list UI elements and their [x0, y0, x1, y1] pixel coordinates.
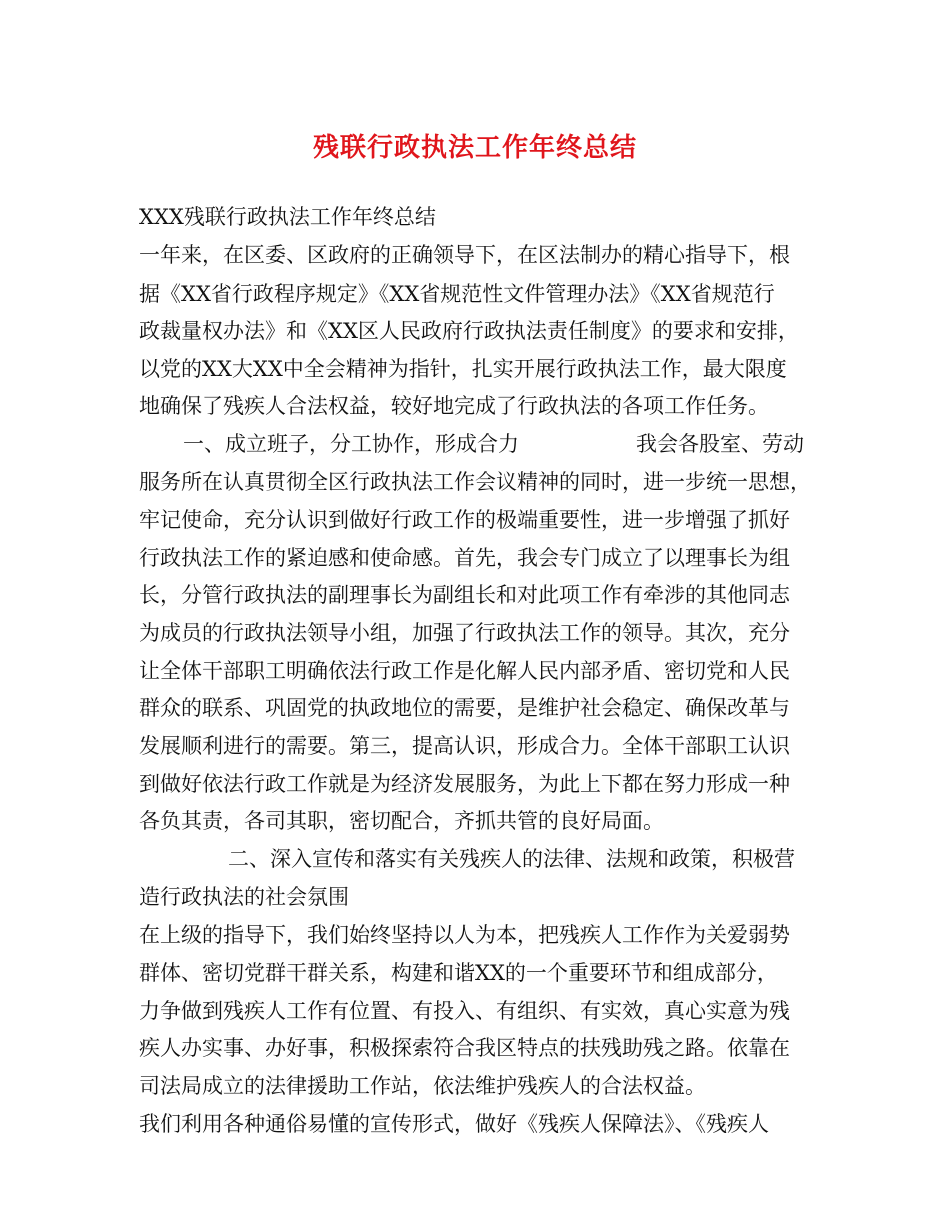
body-line: 群众的联系、巩固党的执政地位的需要，是维护社会稳定、确保改革与: [139, 696, 790, 720]
body-line: 以党的XX大XX中全会精神为指针，扎实开展行政执法工作，最大限度: [139, 357, 787, 381]
subtitle-line: XXX残联行政执法工作年终总结: [139, 205, 436, 229]
body-line: 服务所在认真贯彻全区行政执法工作会议精神的同时，进一步统一思想，: [139, 470, 811, 494]
body-line: 发展顺利进行的需要。第三，提高认识，形成合力。全体干部职工认识: [139, 734, 790, 758]
body-line: 牢记使命，充分认识到做好行政工作的极端重要性，进一步增强了抓好: [139, 508, 790, 532]
body-line: 群体、密切党群干群关系，构建和谐XX的一个重要环节和组成部分，: [139, 961, 778, 985]
body-line: 行政执法工作的紧迫感和使命感。首先，我会专门成立了以理事长为组: [139, 546, 790, 570]
body-line: 司法局成立的法律援助工作站，依法维护残疾人的合法权益。: [139, 1074, 706, 1098]
body-line: 长，分管行政执法的副理事长为副组长和对此项工作有牵涉的其他同志: [139, 583, 790, 607]
body-line: 力争做到残疾人工作有位置、有投入、有组织、有实效，真心实意为残: [139, 999, 790, 1023]
body-line: 在上级的指导下，我们始终坚持以人为本，把残疾人工作作为关爱弱势: [139, 923, 790, 947]
body-line: 各负其责，各司其职，密切配合，齐抓共管的良好局面。: [139, 809, 664, 833]
body-line: 我们利用各种通俗易懂的宣传形式，做好《残疾人保障法》、《残疾人: [139, 1112, 769, 1136]
body-line: 到做好依法行政工作就是为经济发展服务，为此上下都在努力形成一种: [139, 772, 790, 796]
body-line: 政裁量权办法》和《XX区人民政府行政执法责任制度》的要求和安排，: [139, 319, 799, 343]
body-line: 我会各股室、劳动: [636, 432, 804, 456]
body-line: 据《XX省行政程序规定》《XX省规范性文件管理办法》《XX省规范行: [139, 282, 775, 306]
document-title: 残联行政执法工作年终总结: [312, 133, 637, 163]
section-heading-1: 一、成立班子，分工协作，形成合力: [183, 432, 519, 456]
body-line: 一年来，在区委、区政府的正确领导下，在区法制办的精心指导下，根: [139, 243, 790, 267]
section-heading-2: 二、深入宣传和落实有关残疾人的法律、法规和政策，积极营: [228, 847, 795, 871]
body-line: 地确保了残疾人合法权益，较好地完成了行政执法的各项工作任务。: [139, 394, 769, 418]
body-line: 让全体干部职工明确依法行政工作是化解人民内部矛盾、密切党和人民: [139, 659, 790, 683]
body-line: 为成员的行政执法领导小组，加强了行政执法工作的领导。其次，充分: [139, 621, 790, 645]
section-heading-2-cont: 造行政执法的社会氛围: [139, 885, 349, 909]
body-line: 疾人办实事、办好事，积极探索符合我区特点的扶残助残之路。依靠在: [139, 1036, 790, 1060]
